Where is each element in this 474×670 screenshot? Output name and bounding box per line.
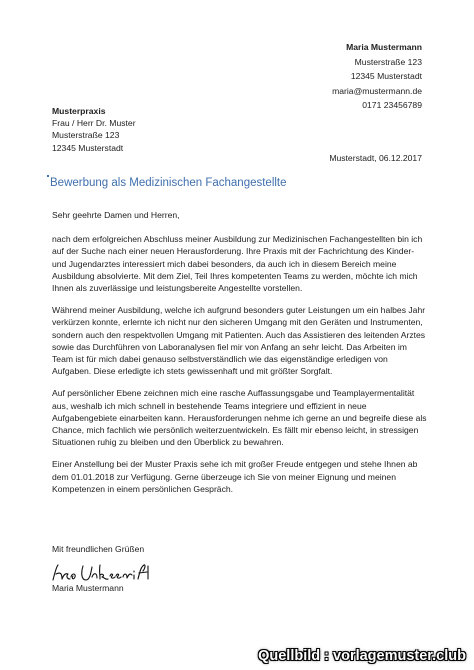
letter-body xyxy=(52,209,427,505)
body-paragraph: nach dem erfolgreichen Abschluss meiner Ausbildung zur Medizinischen Fachangestellten bin ich auf der Suche nach einer neuen Herausforderung. Ihre Praxis mit der Fachrichtung des Kinder- und Jugendarztes interessiert mich dabei besonders, da auch ich in diesem Bereich meine Ausbildung absolvierte. Mit dem Ziel, Teil Ihres kompetenten Teams zu werden, möchte ich mich Ihnen als zuverlässige und leistungsbereite Angestellte vorstellen. xyxy=(52,234,423,294)
subject-line xyxy=(50,177,287,189)
recipient-city: 12345 Musterstadt xyxy=(52,142,124,153)
sender-email: maria@mustermann.de xyxy=(332,85,422,96)
signer-name: Maria Mustermann xyxy=(52,583,124,593)
recipient-address-block xyxy=(52,105,136,154)
recipient-contact: Frau / Herr Dr. Muster xyxy=(52,118,136,129)
letter-date: Musterstadt, 06.12.2017 xyxy=(329,153,422,163)
sender-name: Maria Mustermann xyxy=(346,42,422,52)
source-watermark: Quellbild : vorlagemuster.club xyxy=(258,648,466,664)
sender-address-block xyxy=(332,40,422,113)
sender-phone: 0171 23456789 xyxy=(362,100,422,111)
sender-street: Musterstraße 123 xyxy=(354,56,422,67)
body-paragraph: Einer Anstellung bei der Muster Praxis sehe ich mit großer Freude entgegen und stehe Ihnen ab dem 01.01.2018 zur Verfügung. Gerne überzeuge ich Sie von meiner Eignung und meinen Kompetenzen in einem persönlichen Gespräch. xyxy=(52,459,418,494)
recipient-organization: Musterpraxis xyxy=(52,106,106,116)
body-paragraph: Während meiner Ausbildung, welche ich aufgrund besonders guter Leistungen um ein halbes Jahr verkürzen konnte, erlernte ich nicht nur den sicheren Umgang mit den Geräten und Instrumenten, sondern auch den respektvollen Umgang mit Patienten. Auch das Assistieren des leitenden Arztes sowie das Durchführen von Laboranalysen fiel mir von Anfang an sehr leicht. Das Arbeiten im Team ist für mich dabei genauso selbstverständlich wie das eigenständige erledigen von Aufgaben. Diese erledigte ich stets gewissenhaft und mit größter Sorgfalt. xyxy=(52,305,426,377)
subject-text: Bewerbung als Medizinischen Fachangestellte xyxy=(50,177,287,189)
sender-city: 12345 Musterstadt xyxy=(350,71,422,82)
closing-phrase: Mit freundlichen Grüßen xyxy=(52,544,145,554)
salutation: Sehr geehrte Damen und Herren, xyxy=(52,210,180,220)
recipient-street: Musterstraße 123 xyxy=(52,130,120,141)
body-paragraph: Auf persönlicher Ebene zeichnen mich eine rasche Auffassungsgabe und Teamplayermentalität aus, weshalb ich mich schnell in bestehende Teams integriere und effizient in neue Aufgabengebiete einarbeiten kann. Herausforderungen nehme ich gerne an und begreife diese als Chance, mich fachlich wie persönlich weiterzuentwickeln. Es fällt mir ebenso leicht, in stressigen Situationen ruhig zu bleiben und den Überblick zu bewahren. xyxy=(52,388,427,448)
subject-marker-icon xyxy=(47,175,49,177)
